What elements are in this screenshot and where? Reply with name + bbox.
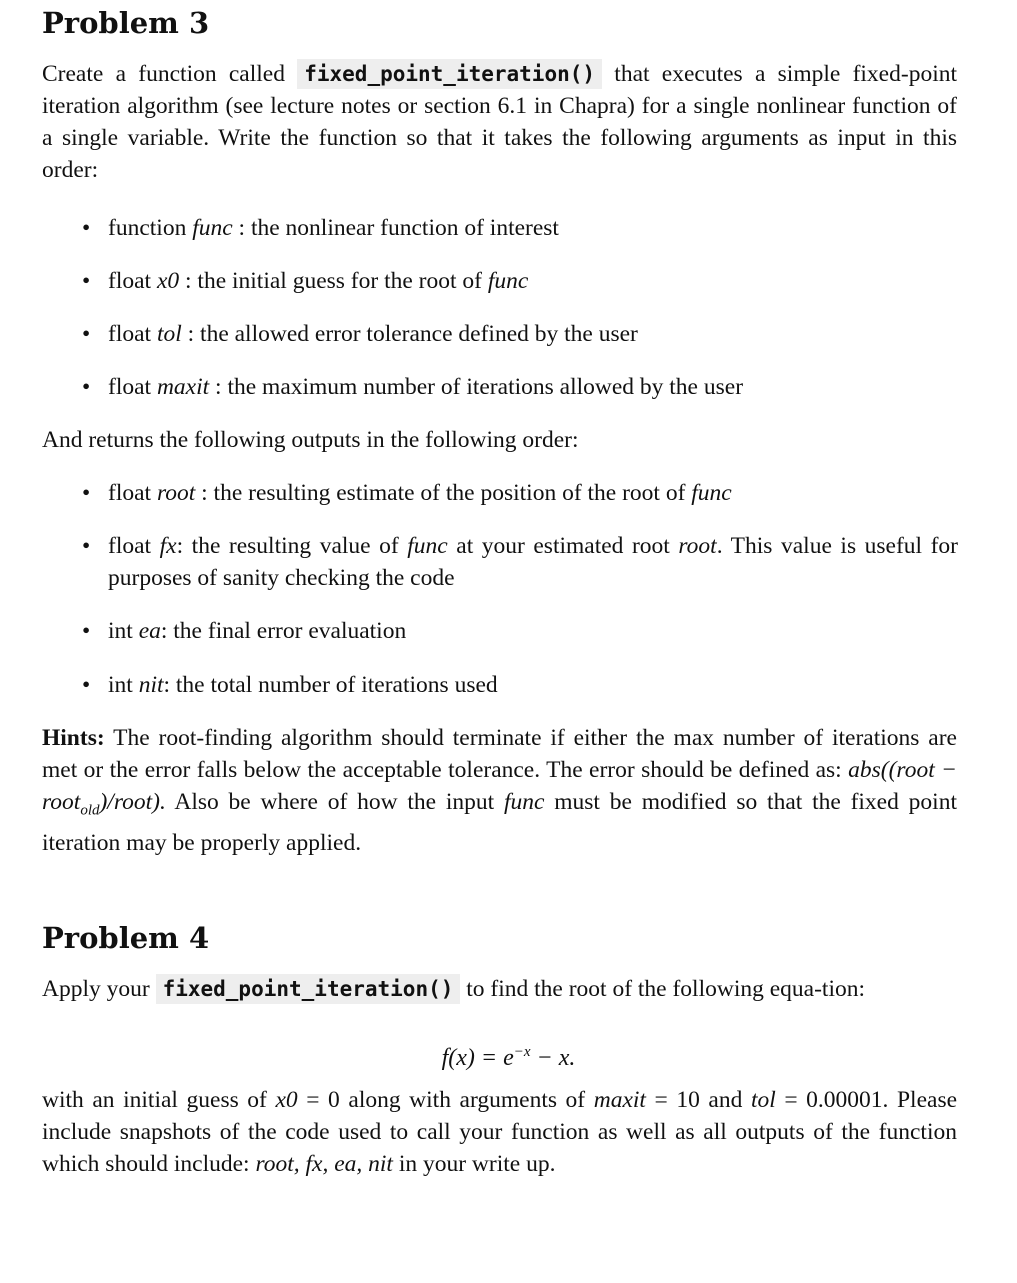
hints-label: Hints: [42, 725, 105, 751]
bullet-icon: • [82, 321, 91, 347]
problem-3-heading: Problem 3 [42, 6, 210, 40]
function-name-code: fixed_point_iteration() [156, 974, 461, 1004]
output-item-fx: • float fx: the resulting value of func at your estimated root root. This value is useful for purposes of sanity checking the code [82, 530, 958, 594]
function-name-code: fixed_point_iteration() [297, 59, 602, 89]
output-item-root: • float root : the resulting estimate of the position of the root of func [82, 477, 958, 509]
bullet-icon: • [82, 215, 91, 241]
output-item-ea: • int ea: the final error evaluation [82, 615, 958, 647]
problem-3-intro: Create a function called fixed_point_iteration() that executes a simple fixed-point iteration algorithm (see lecture notes or section 6.1 in Chapra) for a single nonlinear function of a single variable. Write the function so that it takes the following arguments as input in this order: [42, 61, 957, 183]
equation: $f(x) = e^{-x} - x$. [441, 1044, 576, 1071]
hints-paragraph: Hints: The root-finding algorithm should terminate if either the max number of iterations are met or the error falls below the acceptable tolerance. The error should be defined as: abs((root − root$_{old}$)/root). Also be where of how the input func must be modified so that the fixed point iteration may be properly applied. [42, 725, 957, 856]
bullet-icon: • [82, 618, 91, 644]
returns-intro: And returns the following outputs in the following order: [42, 427, 579, 453]
input-item-func: • function func : the nonlinear function of interest [82, 212, 958, 244]
bullet-icon: • [82, 374, 91, 400]
input-item-maxit: • float maxit : the maximum number of iterations allowed by the user [82, 371, 958, 403]
problem-4-intro: Apply your fixed_point_iteration() to find the root of the following equa-tion: [42, 976, 866, 1002]
bullet-icon: • [82, 480, 91, 506]
problem-4-closing: with an initial guess of x0 = 0 along with arguments of maxit = 10 and tol = 0.00001. Please include snapshots of the code used to call your function as well as all outputs of the function which should include: root, fx, ea, nit in your write up. [42, 1087, 958, 1177]
bullet-icon: • [82, 268, 91, 294]
output-item-nit: • int nit: the total number of iterations used [82, 669, 958, 701]
error-formula: abs((root − root$_{old}$)/root). [42, 757, 957, 819]
input-item-tol: • float tol : the allowed error tolerance defined by the user [82, 318, 958, 350]
problem-4-heading: Problem 4 [42, 921, 210, 955]
bullet-icon: • [82, 672, 91, 698]
input-item-x0: • float x0 : the initial guess for the root of func [82, 265, 958, 297]
bullet-icon: • [82, 533, 91, 559]
